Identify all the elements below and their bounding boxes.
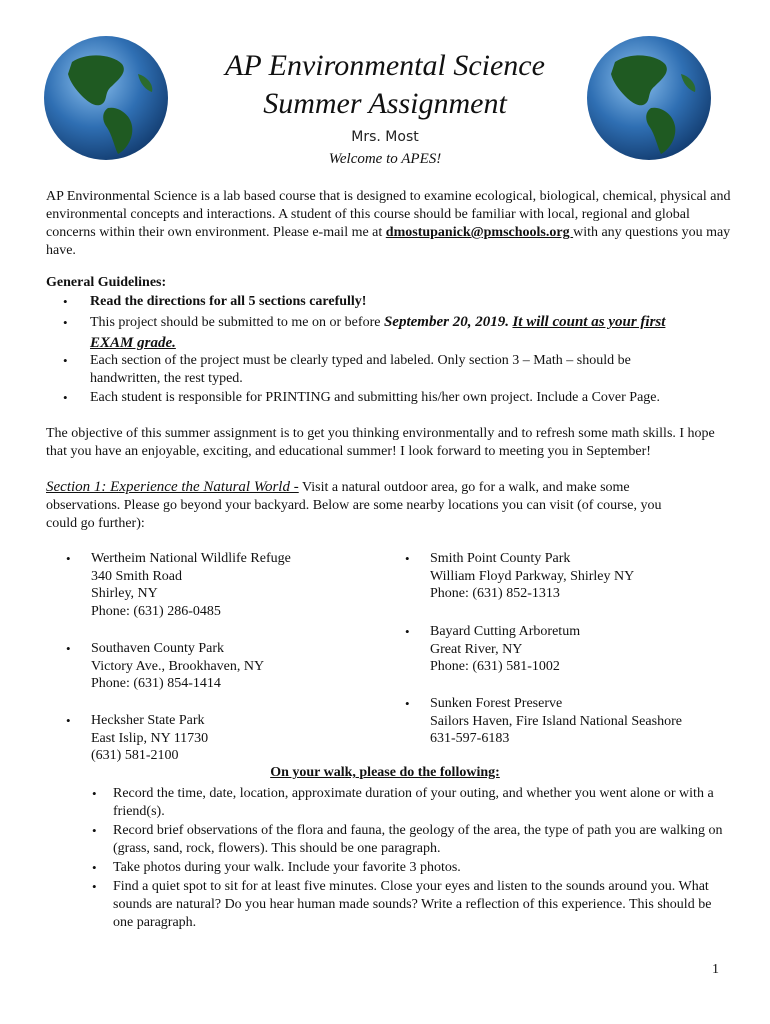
guidelines-heading: General Guidelines: xyxy=(46,275,167,290)
bullet: • xyxy=(405,551,410,566)
section1-paragraph xyxy=(46,478,696,533)
page-title-line2: Summer Assignment xyxy=(263,87,507,120)
guideline-item-3: Each section of the project must be clearly typed and labeled. Only section 3 – Math – should be handwritten, the rest typed. xyxy=(90,353,631,386)
bullet: • xyxy=(66,551,71,566)
teacher-name: Mrs. Most xyxy=(351,129,419,145)
exam-note-line2: EXAM grade. xyxy=(90,335,176,351)
location-address: Victory Ave., Brookhaven, NY xyxy=(91,658,265,674)
location-phone: (631) 581-2100 xyxy=(91,748,179,763)
walk-item-4: Find a quiet spot to sit for at least five minutes. Close your eyes and listen to the sounds around you. What sounds are natural? Do you hear human made sounds? Write a reflection of this experience. This should be one paragraph. xyxy=(113,879,712,930)
bullet: • xyxy=(63,315,68,330)
welcome-text: Welcome to APES! xyxy=(328,151,442,167)
location-phone: 631-597-6183 xyxy=(430,731,510,746)
bullet: • xyxy=(92,879,97,894)
objective-paragraph: The objective of this summer assignment is to get you thinking environmentally and to refresh some math skills. I hope that you have an enjoyable, exciting, and educational summer! I look forward to meeting you in September! xyxy=(46,426,715,459)
bullet: • xyxy=(92,823,97,838)
globe-icon-right xyxy=(585,34,713,162)
bullet: • xyxy=(63,353,68,368)
location-name: Sunken Forest Preserve xyxy=(430,696,563,711)
location-name: Hecksher State Park xyxy=(91,713,205,728)
location-address: Sailors Haven, Fire Island National Seashore xyxy=(430,713,682,729)
location-address: East Islip, NY 11730 xyxy=(91,730,209,746)
guideline-2-text: This project should be submitted to me on or before xyxy=(90,315,384,330)
guideline-item-2 xyxy=(90,312,730,354)
intro-paragraph xyxy=(46,188,736,260)
bullet: • xyxy=(92,786,97,801)
location-name: Southaven County Park xyxy=(91,641,224,656)
section1-text: Visit a natural outdoor area, go for a walk, and make some observations. Please go beyond your backyard. Below are some nearby locations you can visit (of course, you could go further): xyxy=(46,480,662,531)
location-address: 340 Smith Road xyxy=(91,568,183,584)
intro-text-end: with any questions you may have. xyxy=(46,225,731,258)
globe-icon-left xyxy=(42,34,170,162)
guideline-item-4: Each student is responsible for PRINTING and submitting his/her own project. Include a Cover Page. xyxy=(90,390,660,405)
location-address: Great River, NY xyxy=(430,641,523,657)
bullet: • xyxy=(66,713,71,728)
location-phone: Phone: (631) 852-1313 xyxy=(430,586,560,601)
location-bayard xyxy=(430,623,580,676)
location-address: William Floyd Parkway, Shirley NY xyxy=(430,568,635,584)
bullet: • xyxy=(405,696,410,711)
page-number: 1 xyxy=(712,962,719,977)
location-phone: Phone: (631) 581-1002 xyxy=(430,659,560,674)
location-phone: Phone: (631) 286-0485 xyxy=(91,603,221,619)
location-hecksher xyxy=(91,712,208,765)
location-name: Smith Point County Park xyxy=(430,551,571,566)
walk-heading: On your walk, please do the following: xyxy=(270,765,500,780)
location-city: Shirley, NY xyxy=(91,586,158,601)
bullet: • xyxy=(66,641,71,656)
location-phone: Phone: (631) 854-1414 xyxy=(91,676,221,691)
location-name: Bayard Cutting Arboretum xyxy=(430,624,581,639)
exam-note-line1: It will count as your first xyxy=(512,314,666,330)
intro-text: AP Environmental Science is a lab based course that is designed to examine ecological, biological, chemical, physical and environmental concepts and interactions. A student of this course should be familiar with local, regional and global concerns within their own environment. Please e-mail me at xyxy=(46,189,731,240)
guideline-item-1: Read the directions for all 5 sections carefully! xyxy=(90,294,367,309)
bullet: • xyxy=(405,624,410,639)
location-southaven xyxy=(91,640,264,693)
walk-item-2: Record brief observations of the flora and fauna, the geology of the area, the type of path you are walking on (grass, sand, rock, flowers). This should be one paragraph. xyxy=(113,823,723,856)
walk-item-3: Take photos during your walk. Include your favorite 3 photos. xyxy=(113,860,461,875)
location-smith-point xyxy=(430,550,634,603)
location-wertheim xyxy=(91,550,291,620)
page-title-line1: AP Environmental Science xyxy=(225,49,545,82)
walk-item-1: Record the time, date, location, approximate duration of your outing, and whether you went alone or with a friend(s). xyxy=(113,786,714,819)
location-name: Wertheim National Wildlife Refuge xyxy=(91,551,291,566)
bullet: • xyxy=(92,860,97,875)
email-link[interactable]: dmostupanick@pmschools.org xyxy=(385,225,574,240)
due-date: September 20, 2019. xyxy=(383,314,509,330)
location-sunken-forest xyxy=(430,695,682,748)
section1-heading: Section 1: Experience the Natural World - xyxy=(46,479,299,495)
bullet: • xyxy=(63,390,68,405)
bullet: • xyxy=(63,294,68,309)
